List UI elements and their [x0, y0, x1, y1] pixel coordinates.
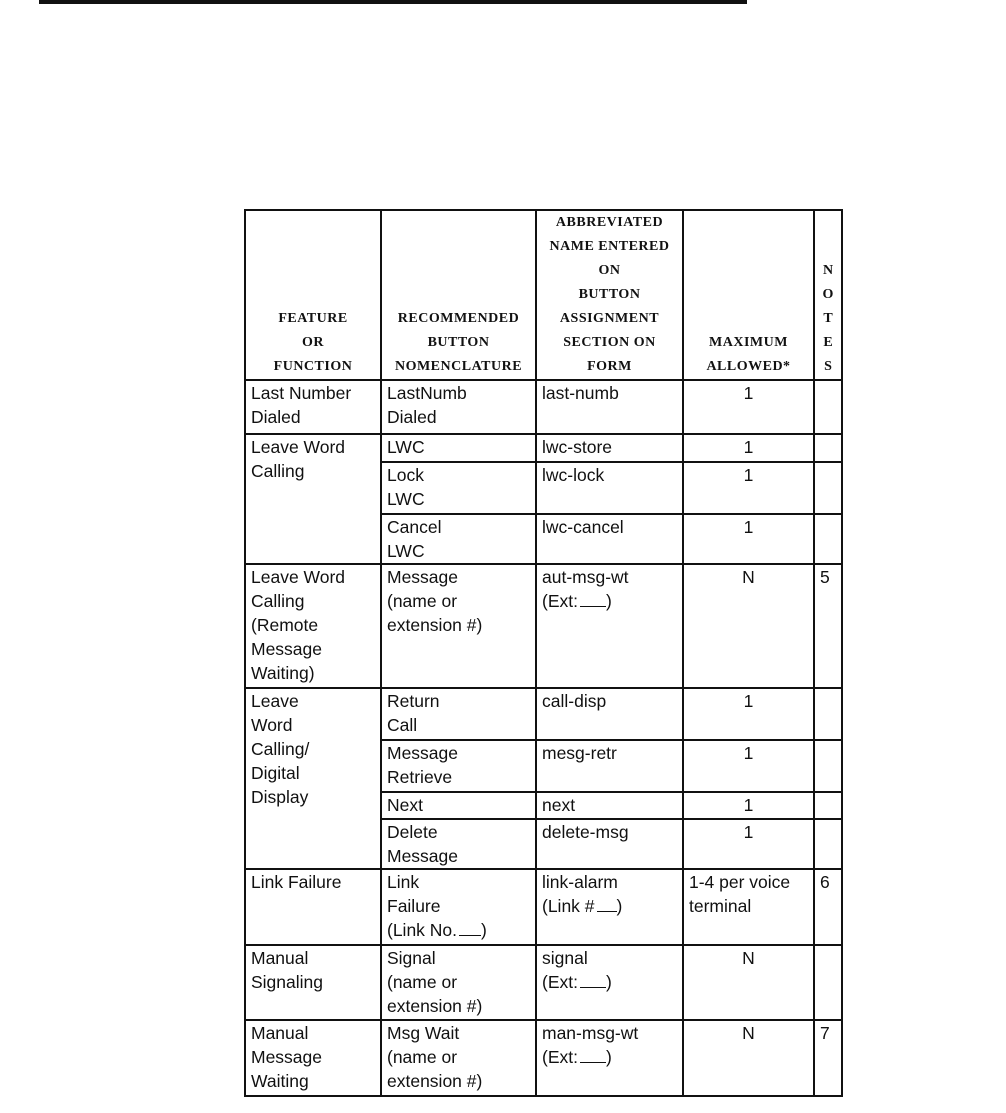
- feature-cell: Manual Message Waiting: [245, 1020, 381, 1096]
- table-header-row: [245, 210, 842, 380]
- abbrev-cell: signal (Ext: ): [536, 945, 683, 1020]
- table-row: [245, 434, 842, 462]
- nomenclature-cell: Lock LWC: [381, 462, 536, 514]
- note-cell: 5: [814, 564, 842, 688]
- nomenclature-cell: Return Call: [381, 688, 536, 740]
- max-cell: 1: [683, 688, 814, 740]
- max-cell: 1: [683, 792, 814, 819]
- abbrev-cell: delete-msg: [536, 819, 683, 869]
- feature-cell: Leave Word Calling: [245, 434, 381, 564]
- nomenclature-cell: Msg Wait (name or extension #): [381, 1020, 536, 1096]
- top-rule: [39, 0, 747, 4]
- header-feature: FEATURE OR FUNCTION: [245, 210, 381, 380]
- table-row: [245, 869, 842, 945]
- table-row: [245, 688, 842, 740]
- max-cell: N: [683, 564, 814, 688]
- max-cell: N: [683, 945, 814, 1020]
- nomenclature-cell: Message Retrieve: [381, 740, 536, 792]
- note-cell: [814, 945, 842, 1020]
- nomenclature-cell: Signal (name or extension #): [381, 945, 536, 1020]
- abbrev-cell: lwc-cancel: [536, 514, 683, 564]
- abbrev-cell: lwc-lock: [536, 462, 683, 514]
- nomenclature-cell: Next: [381, 792, 536, 819]
- max-cell: 1: [683, 819, 814, 869]
- abbrev-cell: link-alarm (Link # ): [536, 869, 683, 945]
- fill-in-blank: [597, 894, 617, 912]
- feature-cell: Leave Word Calling (Remote Message Waiting): [245, 564, 381, 688]
- note-cell: [814, 434, 842, 462]
- max-cell: 1: [683, 740, 814, 792]
- fill-in-blank: [580, 1045, 606, 1063]
- max-cell: 1-4 per voice terminal: [683, 869, 814, 945]
- abbrev-cell: lwc-store: [536, 434, 683, 462]
- note-cell: 6: [814, 869, 842, 945]
- note-cell: [814, 819, 842, 869]
- note-cell: 7: [814, 1020, 842, 1096]
- abbrev-cell: man-msg-wt (Ext: ): [536, 1020, 683, 1096]
- abbrev-cell: next: [536, 792, 683, 819]
- abbrev-cell: last-numb: [536, 380, 683, 434]
- feature-cell: Leave Word Calling/ Digital Display: [245, 688, 381, 869]
- header-nomenclature: RECOMMENDED BUTTON NOMENCLATURE: [381, 210, 536, 380]
- table-row: [245, 1020, 842, 1096]
- note-cell: [814, 462, 842, 514]
- note-cell: [814, 740, 842, 792]
- nomenclature-cell: Message (name or extension #): [381, 564, 536, 688]
- nomenclature-cell: LastNumb Dialed: [381, 380, 536, 434]
- max-cell: 1: [683, 514, 814, 564]
- abbrev-cell: aut-msg-wt (Ext: ): [536, 564, 683, 688]
- table-row: [245, 945, 842, 1020]
- max-cell: N: [683, 1020, 814, 1096]
- note-cell: [814, 514, 842, 564]
- feature-cell: Last Number Dialed: [245, 380, 381, 434]
- max-cell: 1: [683, 380, 814, 434]
- nomenclature-cell: Link Failure (Link No. ): [381, 869, 536, 945]
- header-maximum-allowed: MAXIMUM ALLOWED*: [683, 210, 814, 380]
- fill-in-blank: [580, 970, 606, 988]
- header-abbreviated-name: ABBREVIATED NAME ENTERED ON BUTTON ASSIGNMENT SECTION ON FORM: [536, 210, 683, 380]
- table-row: [245, 380, 842, 434]
- nomenclature-cell: LWC: [381, 434, 536, 462]
- fill-in-blank: [580, 589, 606, 607]
- note-cell: [814, 688, 842, 740]
- max-cell: 1: [683, 434, 814, 462]
- max-cell: 1: [683, 462, 814, 514]
- note-cell: [814, 380, 842, 434]
- fill-in-blank: [459, 918, 481, 936]
- abbrev-cell: call-disp: [536, 688, 683, 740]
- note-cell: [814, 792, 842, 819]
- nomenclature-cell: Delete Message: [381, 819, 536, 869]
- header-notes: N O T E S: [814, 210, 842, 380]
- button-assignment-table: [244, 209, 843, 1097]
- abbrev-cell: mesg-retr: [536, 740, 683, 792]
- feature-cell: Link Failure: [245, 869, 381, 945]
- feature-cell: Manual Signaling: [245, 945, 381, 1020]
- nomenclature-cell: Cancel LWC: [381, 514, 536, 564]
- table-row: [245, 564, 842, 688]
